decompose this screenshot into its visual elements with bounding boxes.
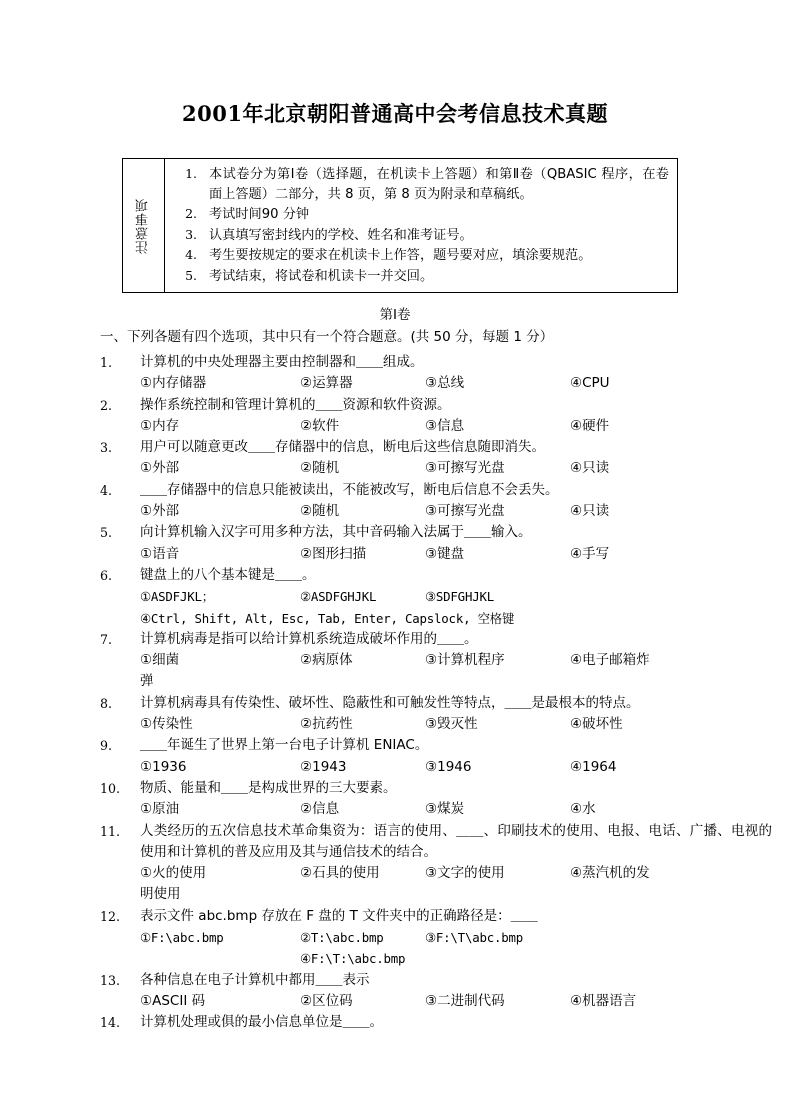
option-2: ②1943 [300, 758, 347, 775]
option-4: ④Ctrl, Shift, Alt, Esc, Tab, Enter, Capslock, 空格键 [140, 610, 515, 626]
question-stem: 操作系统控制和管理计算机的＿＿资源和软件资源。 [140, 396, 451, 413]
option-3: ③煤炭 [425, 801, 465, 818]
option-2: ②随机 [300, 503, 340, 520]
question-options [100, 650, 772, 671]
option-2: ②图形扫描 [300, 545, 367, 562]
question-number: 4. [100, 482, 113, 498]
option-1: ①1936 [140, 758, 187, 775]
option-2: ②信息 [300, 801, 340, 818]
question-stem: 物质、能量和＿＿是构成世界的三大要素。 [140, 779, 397, 796]
option-1: ①外部 [140, 460, 180, 477]
option-3: ③键盘 [425, 545, 465, 562]
question-item [100, 437, 772, 480]
question-number: 10. [100, 780, 121, 796]
notice-item: 5. 考试结束，将试卷和机读卡一并交回。 [201, 266, 669, 287]
question-options [100, 373, 772, 394]
question-stem: 计算机病毒具有传染性、破坏性、隐蔽性和可触发性等特点，＿＿是最根本的特点。 [140, 694, 640, 711]
question-number: 14. [100, 1015, 121, 1031]
option-1: ①原油 [140, 801, 180, 818]
option-1: ①火的使用 [140, 865, 207, 882]
option-3: ③SDFGHJKL [425, 589, 494, 605]
question-item [100, 735, 772, 778]
option-3: ③信息 [425, 417, 465, 434]
question-options [100, 416, 772, 437]
question-number: 1. [100, 355, 113, 370]
question-number: 13. [100, 972, 121, 988]
question-item [100, 480, 772, 523]
option-3: ③可擦写光盘 [425, 460, 505, 477]
question-item [100, 395, 772, 438]
question-stem: ＿＿年诞生了世界上第一台电子计算机 ENIAC。 [140, 737, 429, 754]
option-2: ②随机 [300, 460, 340, 477]
option-4-wrap: 明使用 [140, 886, 181, 903]
question-options [100, 586, 772, 607]
page-title: 2001年北京朝阳普通高中会考信息技术真题 [182, 101, 608, 126]
option-3: ③1946 [425, 758, 472, 775]
option-2: ②运算器 [300, 375, 353, 392]
option-2: ②病原体 [300, 652, 353, 669]
option-1: ①内存 [140, 417, 180, 434]
question-stem: 计算机病毒是指可以给计算机系统造成破坏作用的＿＿。 [140, 630, 478, 647]
question-number: 12. [100, 908, 121, 924]
notice-item: 2. 考试时间90 分钟 [201, 204, 669, 225]
option-3: ③可擦写光盘 [425, 503, 505, 520]
question-options [100, 714, 772, 735]
question-options-continued [100, 948, 772, 969]
option-1: ①语音 [140, 545, 180, 562]
option-4: ④破坏性 [570, 716, 623, 733]
question-options [100, 863, 772, 884]
option-4: ④机器语言 [570, 992, 637, 1009]
question-item [100, 821, 772, 906]
question-stem: 计算机处理或俱的最小信息单位是＿＿。 [140, 1014, 383, 1031]
question-number: 7. [100, 631, 113, 647]
option-1: ①内存储器 [140, 375, 207, 392]
question-number: 9. [100, 738, 113, 754]
question-stem: 用户可以随意更改＿＿存储器中的信息，断电后这些信息随即消失。 [140, 439, 545, 456]
option-2: ②T:\abc.bmp [300, 930, 384, 946]
option-4: ④手写 [570, 545, 610, 562]
option-2: ②石具的使用 [300, 865, 380, 882]
question-number: 3. [100, 440, 113, 456]
notice-list-cell [165, 159, 677, 292]
question-options [100, 927, 772, 948]
notice-item: 4. 考生要按规定的要求在机读卡上作答，题号要对应，填涂要规范。 [201, 245, 669, 266]
question-options [100, 799, 772, 820]
option-4-wrap: 弹 [140, 673, 154, 690]
option-1: ①F:\abc.bmp [140, 930, 224, 946]
question-stem: ＿＿存储器中的信息只能被读出，不能被改写，断电后信息不会丢失。 [140, 481, 559, 498]
notice-label-cell [123, 159, 165, 292]
notice-label-text: 注意事项 [136, 197, 151, 254]
question-options [100, 501, 772, 522]
option-4: ④F:\T:\abc.bmp [300, 951, 406, 967]
option-4: ④只读 [570, 503, 610, 520]
option-1: ①细菌 [140, 652, 180, 669]
question-item [100, 1012, 772, 1033]
option-2: ②区位码 [300, 992, 353, 1009]
question-stem: 键盘上的八个基本键是＿＿。 [140, 566, 316, 583]
option-4: ④CPU [570, 375, 610, 392]
question-item [100, 970, 772, 1013]
question-number: 6. [100, 567, 113, 583]
question-options [100, 458, 772, 479]
question-item [100, 778, 772, 821]
option-2: ②软件 [300, 417, 340, 434]
question-stem: 人类经历的五次信息技术革命集资为：语言的使用、＿＿、印刷技术的使用、电报、电话、广播、电视的使用和计算机的普及应用及其与通信技术的结合。 [140, 822, 772, 860]
option-3: ③二进制代码 [425, 992, 505, 1009]
option-3: ③毁灭性 [425, 716, 478, 733]
question-stem: 向计算机输入汉字可用多种方法，其中音码输入法属于＿＿输入。 [140, 524, 532, 541]
option-1: ①ASDFJKL； [140, 589, 214, 605]
option-4: ④水 [570, 801, 596, 818]
option-3: ③F:\T\abc.bmp [425, 930, 524, 946]
option-3: ③总线 [425, 375, 465, 392]
question-item [100, 522, 772, 565]
question-item [100, 906, 772, 970]
question-number: 11. [100, 823, 121, 839]
notice-item: 3. 认真填写密封线内的学校、姓名和准考证号。 [201, 225, 669, 246]
section-intro: 一、下列各题有四个选项，其中只有一个符合题意。(共 50 分，每题 1 分） [100, 329, 554, 345]
notice-item: 1. 本试卷分为第Ⅰ卷（选择题，在机读卡上答题）和第Ⅱ卷（QBASIC 程序，在卷面上答题）二部分，共 8 页，第 8 页为附录和草稿纸。 [201, 164, 669, 204]
option-4: ④只读 [570, 460, 610, 477]
option-3: ③文字的使用 [425, 865, 505, 882]
question-item [100, 693, 772, 736]
option-2: ②抗药性 [300, 716, 353, 733]
question-number: 8. [100, 695, 113, 711]
option-3: ③计算机程序 [425, 652, 505, 669]
question-options [100, 544, 772, 565]
question-options-continued [100, 608, 772, 629]
question-item [100, 352, 772, 395]
question-number: 2. [100, 397, 113, 413]
question-item [100, 565, 772, 629]
question-options [100, 991, 772, 1012]
option-4: ④硬件 [570, 417, 610, 434]
option-4: ④蒸汽机的发 [570, 865, 650, 882]
option-2: ②ASDFGHJKL [300, 589, 377, 605]
option-4: ④1964 [570, 758, 617, 775]
question-stem: 计算机的中央处理器主要由控制器和＿＿组成。 [140, 354, 424, 370]
question-number: 5. [100, 525, 113, 541]
notice-list [169, 164, 669, 286]
question-stem: 表示文件 abc.bmp 存放在 F 盘的 T 文件夹中的正确路径是：＿＿ [140, 907, 538, 924]
option-4: ④电子邮箱炸 [570, 652, 650, 669]
option-1: ①外部 [140, 503, 180, 520]
question-options [100, 757, 772, 778]
option-1: ①ASCII 码 [140, 992, 206, 1009]
question-item [100, 629, 772, 693]
question-stem: 各种信息在电子计算机中都用＿＿表示 [140, 971, 370, 988]
exam-notice-box [122, 158, 678, 293]
option-1: ①传染性 [140, 716, 193, 733]
question-list [100, 352, 772, 1034]
part-heading: 第Ⅰ卷 [379, 307, 411, 323]
